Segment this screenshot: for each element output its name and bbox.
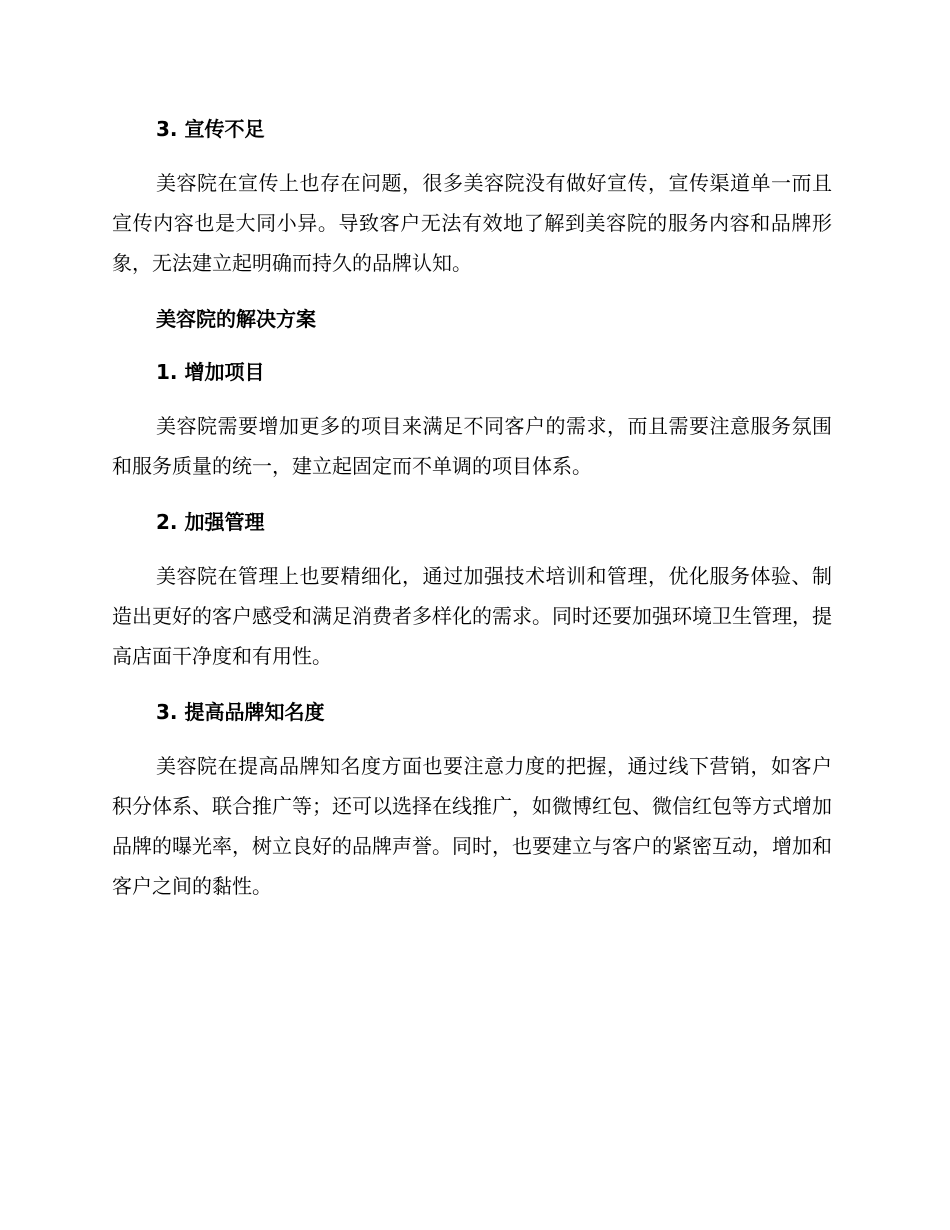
section-heading-management: 2. 加强管理 [156,510,265,534]
paragraph-brand: 美容院在提高品牌知名度方面也要注意力度的把握，通过线下营销，如客户积分体系、联合推广等；还可以选择在线推广，如微博红包、微信红包等方式增加品牌的曝光率，树立良好的品牌声誉。同时，也要建立与客户的紧密互动，增加和客户之间的黏性。 [112,754,832,898]
paragraph-publicity: 美容院在宣传上也存在问题，很多美容院没有做好宣传，宣传渠道单一而且宣传内容也是大同小异。导致客户无法有效地了解到美容院的服务内容和品牌形象，无法建立起明确而持久的品牌认知。 [112,171,832,275]
section-heading-add-projects: 1. 增加项目 [156,360,265,384]
document-body [112,110,832,906]
paragraph-management: 美容院在管理上也要精细化，通过加强技术培训和管理，优化服务体验、制造出更好的客户感受和满足消费者多样化的需求。同时还要加强环境卫生管理，提高店面干净度和有用性。 [112,564,832,668]
section-heading-solutions: 美容院的解决方案 [156,307,316,331]
section-heading-publicity: 3. 宣传不足 [156,117,265,141]
paragraph-add-projects: 美容院需要增加更多的项目来满足不同客户的需求，而且需要注意服务氛围和服务质量的统一，建立起固定而不单调的项目体系。 [112,414,832,478]
section-heading-brand: 3. 提高品牌知名度 [156,700,325,724]
